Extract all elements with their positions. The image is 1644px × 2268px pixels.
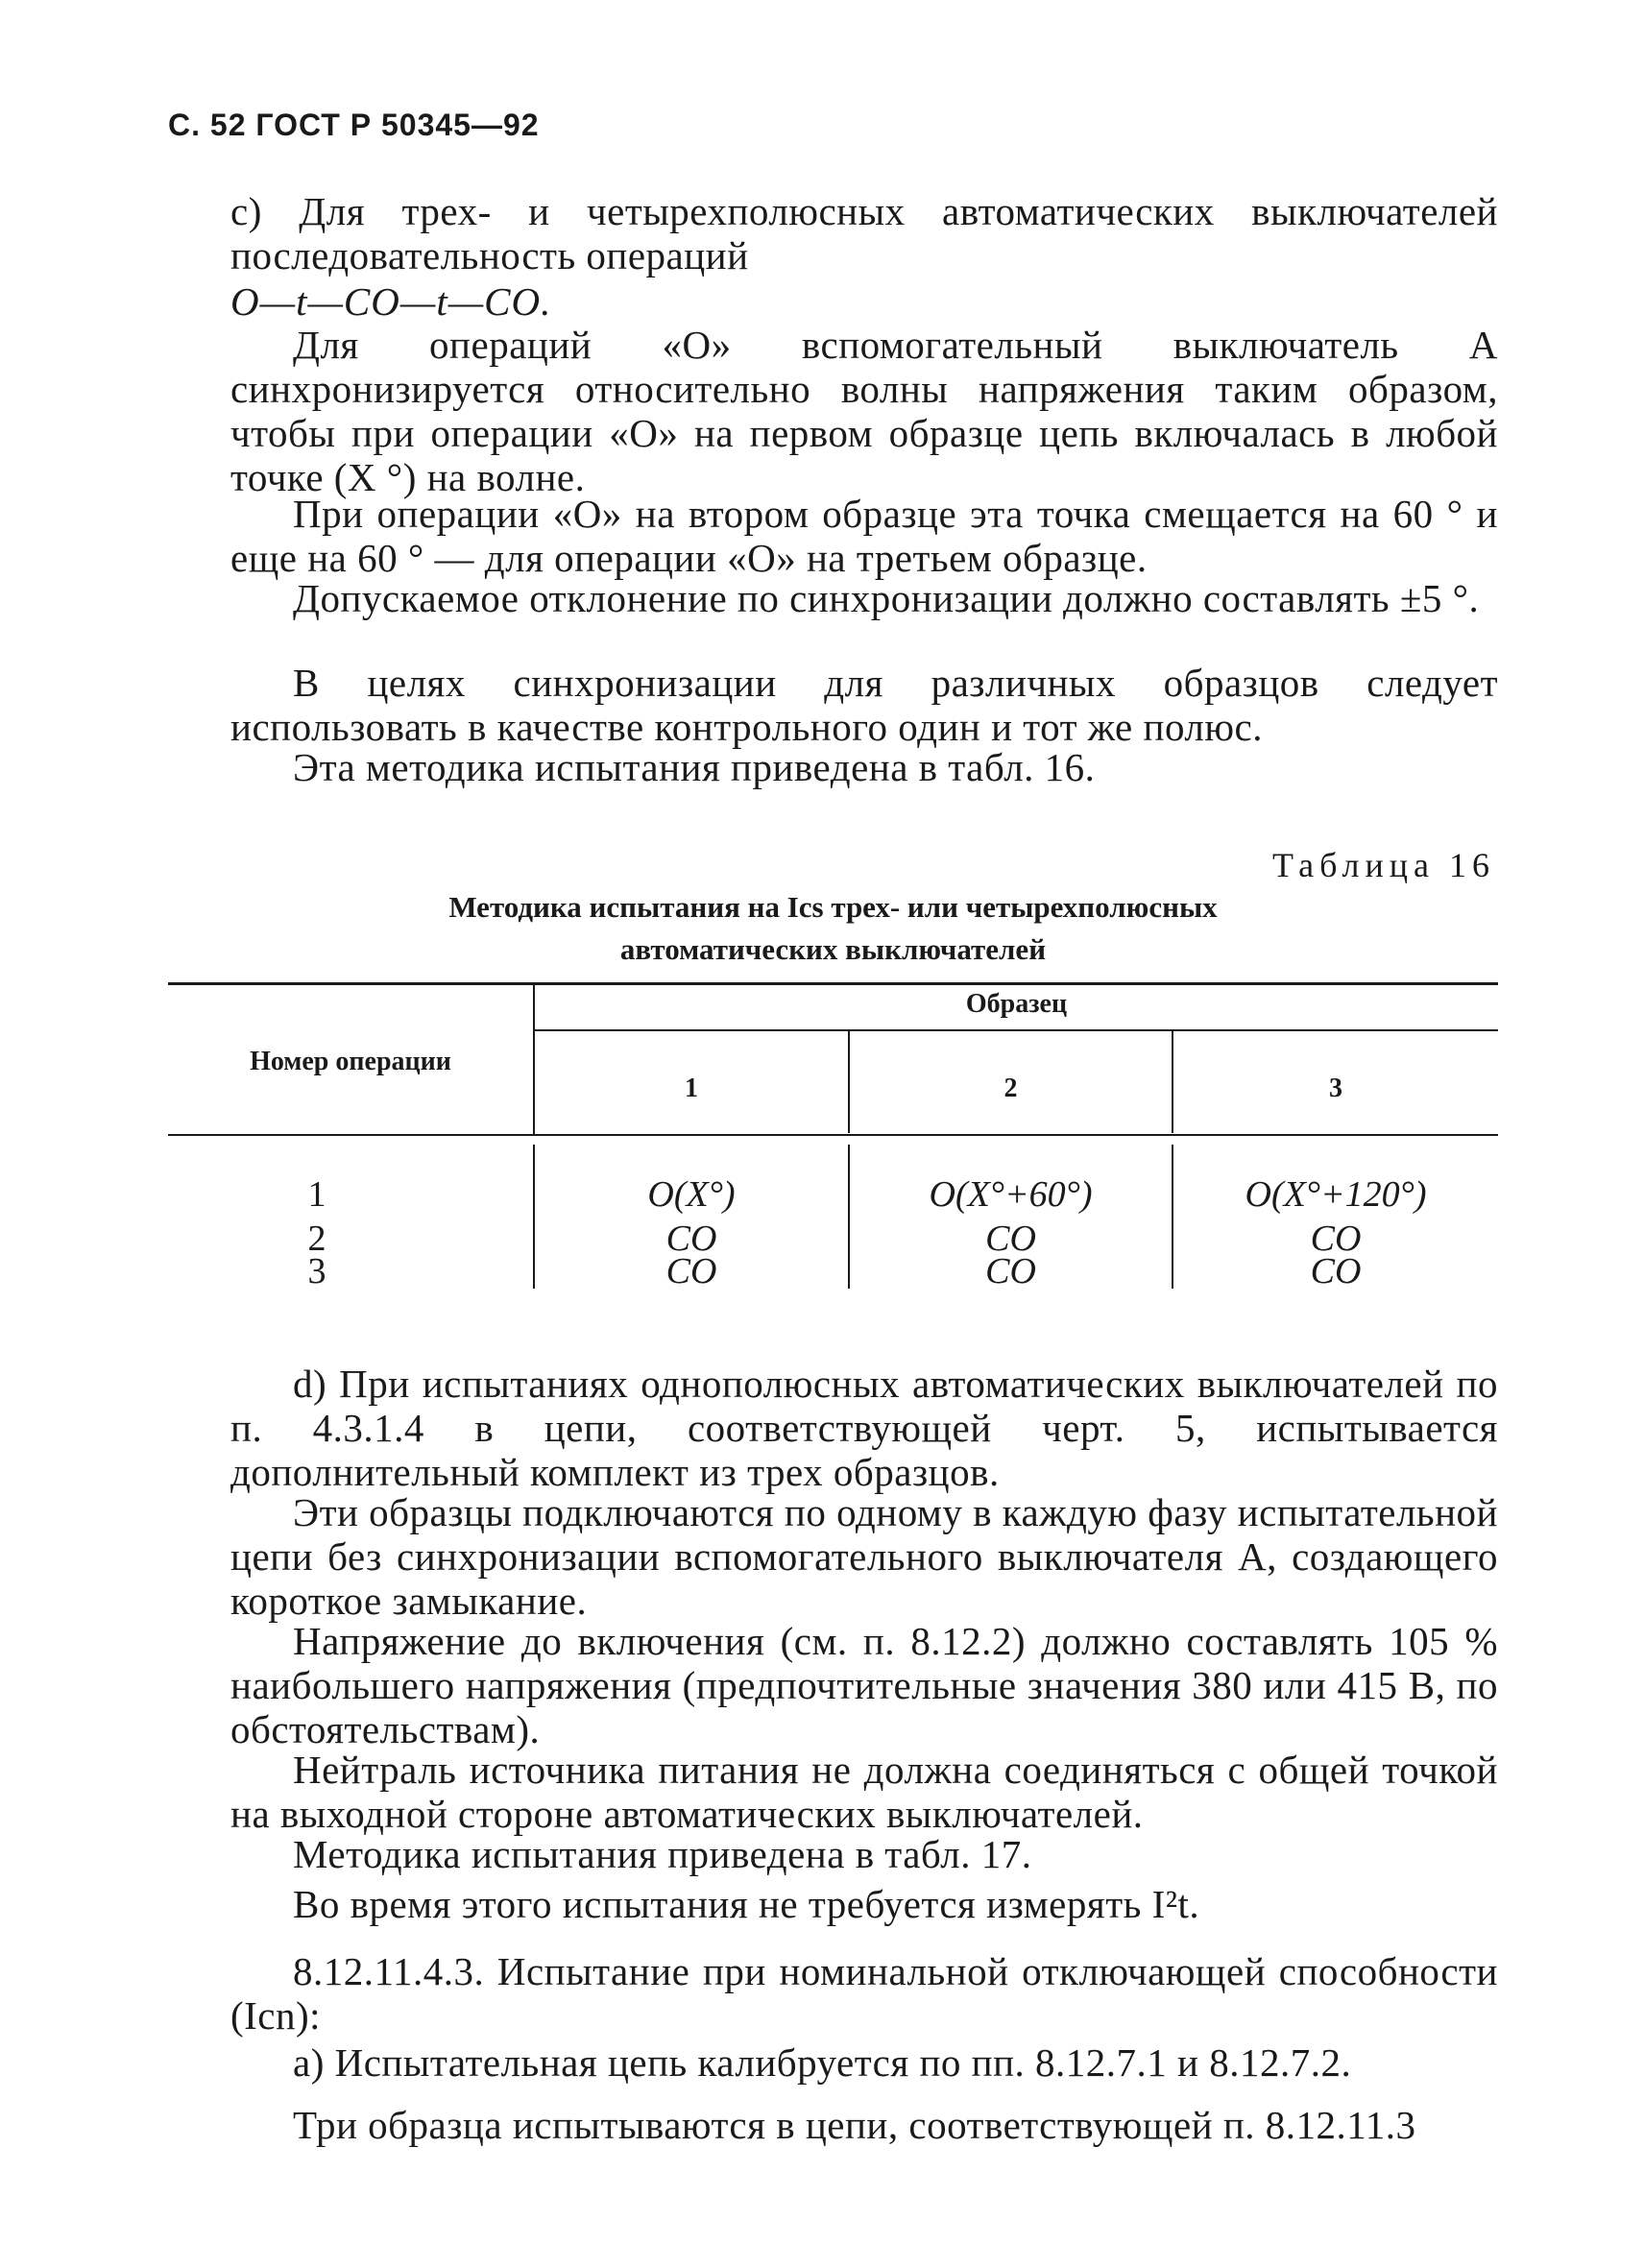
table-row-2-sample-1: CO <box>665 1218 717 1259</box>
table-row-1-op: 1 <box>307 1174 326 1215</box>
item-d-intro: d) При испытаниях однополюсных автоматических выключателей по п. 4.3.1.4 в цепи, соответствующей черт. 5, испытывается дополнительный комплект из трех образцов. <box>230 1362 1498 1494</box>
table-row-2-op: 2 <box>307 1218 326 1259</box>
table-row-3-sample-3: CO <box>1310 1251 1362 1291</box>
paragraph-neutral: Нейтраль источника питания не должна соединяться с общей точкой на выходной стороне автоматических выключателей. <box>230 1748 1498 1836</box>
paragraph-voltage: Напряжение до включения (см. п. 8.12.2) должно составлять 105 % наибольшего напряжения (предпочтительные значения 380 или 415 В, по обстоятельствам). <box>230 1619 1498 1751</box>
section-8-12-11-4-3: 8.12.11.4.3. Испытание при номинальной отключающей способности (Icn): <box>230 1949 1498 2038</box>
table-row-3-op: 3 <box>307 1251 326 1291</box>
table-row-2-sample-2: CO <box>985 1218 1036 1259</box>
paragraph-three-samples: Три образца испытываются в цепи, соответствующей п. 8.12.11.3 <box>293 2103 1416 2147</box>
table-row-1-sample-1: O(X°) <box>647 1174 736 1215</box>
paragraph-table17-ref: Методика испытания приведена в табл. 17. <box>293 1832 1032 1876</box>
table-row-3-sample-2: CO <box>985 1251 1036 1291</box>
operation-sequence-formula: O—t—CO—t—CO. <box>230 279 552 324</box>
item-c-intro: c) Для трех- и четырехполюсных автоматических выключателей последовательность операций <box>230 189 1498 277</box>
table-header-sample-3: 3 <box>1329 1074 1342 1103</box>
table-header-sample: Образец <box>965 989 1068 1019</box>
paragraph-control-pole: В целях синхронизации для различных образцов следует использовать в качестве контрольного один и тот же полюс. <box>230 661 1498 749</box>
table-title-line-2: автоматических выключателей <box>619 932 1047 966</box>
table-sample-rule <box>535 1029 1498 1031</box>
table-top-rule <box>168 982 1498 985</box>
table-row-1-sample-3: O(X°+120°) <box>1245 1174 1427 1215</box>
item-a-calibration: a) Испытательная цепь калибруется по пп. 8.12.7.1 и 8.12.7.2. <box>293 2040 1352 2085</box>
table-row-2-sample-3: CO <box>1310 1218 1362 1259</box>
paragraph-sync: Для операций «O» вспомогательный выключатель А синхронизируется относительно волны напряжения таким образом, чтобы при операции «O» на первом образце цепь включалась в любой точке (X °) на волне. <box>230 323 1498 499</box>
table-header-operation-number: Номер операции <box>250 1047 451 1076</box>
paragraph-single-pole: Эти образцы подключаются по одному в каждую фазу испытательной цепи без синхронизации вспомогательного выключателя А, создающего короткое замыкание. <box>230 1490 1498 1623</box>
paragraph-tolerance: Допускаемое отклонение по синхронизации должно составлять ±5 °. <box>293 576 1480 620</box>
table-header-bottom-rule <box>168 1134 1498 1136</box>
page-header: С. 52 ГОСТ Р 50345—92 <box>168 108 540 142</box>
paragraph-table-ref: Эта методика испытания приведена в табл. 16. <box>293 745 1096 789</box>
paragraph-shift: При операции «O» на втором образце эта точка смещается на 60 ° и еще на 60 ° — для операции «O» на третьем образце. <box>230 492 1498 580</box>
table-title-line-1: Методика испытания на Ics трех- или четырехполюсных <box>448 890 1218 924</box>
table-row-3-sample-1: CO <box>665 1251 717 1291</box>
table-row-1-sample-2: O(X°+60°) <box>929 1174 1093 1215</box>
table-header-sample-1: 1 <box>685 1074 698 1103</box>
paragraph-i2t: Во время этого испытания не требуется измерять I²t. <box>293 1882 1200 1926</box>
table-title <box>168 886 1498 971</box>
table-header-sample-2: 2 <box>1003 1074 1018 1103</box>
table-caption: Таблица 16 <box>1272 846 1495 884</box>
